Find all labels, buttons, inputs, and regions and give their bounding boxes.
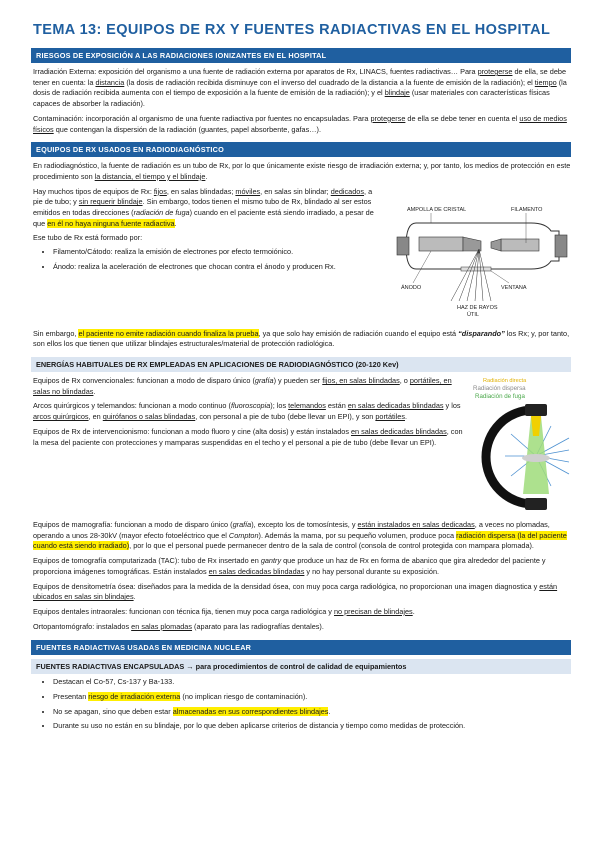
list-item: • Filamento/Cátodo: realiza la emisión de electrones por efecto termoiónico. <box>53 247 383 258</box>
page <box>31 14 571 736</box>
list-item: • Durante su uso no están en su blindaje, por lo que deben aplicarse criterios de distancia y tiempo como medidas de protección. <box>53 721 571 732</box>
label-radiacion-dispersa: Radiación dispersa <box>473 385 526 393</box>
label-haz-2: ÚTIL <box>467 311 479 318</box>
section-header-fuentes-radiactivas: FUENTES RADIACTIVAS USADAS EN MEDICINA NUCLEAR <box>31 640 571 655</box>
list-item: • Presentan riesgo de irradiación externa (no implican riesgo de contaminación). <box>53 692 571 703</box>
label-haz-1: HAZ DE RAYOS <box>457 304 498 311</box>
label-ventana: VENTANA <box>501 284 527 291</box>
paragraph-radiodiagnostico: En radiodiagnóstico, la fuente de radiación es un tubo de Rx, por lo que únicamente existe riesgo de irradiación externa; y, por tanto, los medios de protección en este procedimiento son la distancia, el tiempo y el blindaje. <box>33 161 571 181</box>
paragraph-dentales: Equipos dentales intraorales: funcionan con técnica fija, tienen muy poca carga radiológica y no precisan de blindajes. <box>33 606 415 616</box>
section-header-riesgos: RIESGOS DE EXPOSICIÓN A LAS RADIACIONES IONIZANTES EN EL HOSPITAL <box>31 48 571 63</box>
page-title: TEMA 13: EQUIPOS DE RX Y FUENTES RADIACTIVAS EN EL HOSPITAL <box>33 22 551 38</box>
paragraph-mamografia: Equipos de mamografía: funcionan a modo de disparo único (grafía), excepto los de tomosíntesis, y están instalados en salas dedicadas, a veces no plomadas, operando a unos 28-30kV (mayor efecto fotoeléctrico que el Compton). Además la mama, por su pequeño volumen, produce poca radiación dispersa (la del paciente cuando está siendo irradiado), por lo que el personal puede permanecer dentro de la sala de control (consola de control protegida con mampara plomada). <box>33 520 567 551</box>
encapsuladas-list <box>31 677 571 732</box>
section-header-equipos-rx: EQUIPOS DE RX USADOS EN RADIODIAGNÓSTICO <box>31 142 571 157</box>
paragraph-paciente-no-emite: Sin embargo, el paciente no emite radiación cuando finaliza la prueba, ya que solo hay emisión de radiación cuando el equipo está “disparando” los Rx; y, por tanto, son ellos los que tienen que utilizar blindajes estructurales/material de protección radiológica. <box>33 328 570 349</box>
energias-text <box>31 372 465 516</box>
label-radiacion-fuga: Radiación de fuga <box>475 393 525 401</box>
label-ampolla: AMPOLLA DE CRISTAL <box>407 206 467 213</box>
label-anodo: ÁNODO <box>401 284 422 291</box>
list-item: • Ánodo: realiza la aceleración de electrones que chocan contra el ánodo y producen Rx. <box>53 262 383 273</box>
label-radiacion-directa: Radiación directa <box>483 378 527 385</box>
label-filamento: FILAMENTO <box>511 206 543 213</box>
paragraph-densitometria: Equipos de densitometría ósea: diseñados para la medida de la densidad ósea, con muy poca carga radiológica, no proporcionan una imagen diagnostica y están ubicados en salas sin blindajes. <box>33 581 558 602</box>
xray-tube-diagram <box>391 201 571 325</box>
equipos-rx-text <box>31 183 383 325</box>
paragraph-tac: Equipos de tomografía computarizada (TAC): tubo de Rx insertado en gantry que produce un haz de Rx en forma de abanico que gira alrededor del paciente y proporciona imágenes tomográficas. Están instalados en salas dedicadas blindadas y no hay personal durante su exposición. <box>33 556 546 576</box>
paragraph-convencionales: Equipos de Rx convencionales: funcionan a modo de disparo único (grafía) y pueden ser fijos, en salas blindadas, o portátiles, en salas no blindadas. <box>33 376 452 396</box>
paragraph-irradiacion-externa: Irradiación Externa: exposición del organismo a una fuente de radiación externa por aparatos de Rx, LINACS, fuentes radiactivas… Para protegerse de ella, se debe tener en cuenta: la distancia (la dosis de radiación recibida disminuye con el inverso del cuadrado de la distancia a la fuente de emisión de la radiación); el tiempo (la dosis de radiación recibida aumenta con el tiempo de exposición a la fuente de emisión de la radiación); y el blindaje (usar materiales con características físicas capaces de absorber la radiación). <box>33 67 567 109</box>
subsection-header-encapsuladas: FUENTES RADIACTIVAS ENCAPSULADAS → para procedimientos de control de calidad de equipamientos <box>31 659 571 674</box>
section-header-energias: ENERGÍAS HABITUALES DE RX EMPLEADAS EN APLICACIONES DE RADIODIAGNÓSTICO (20-120 Kev) <box>31 357 571 372</box>
energias-row <box>31 372 571 516</box>
list-item: • Destacan el Co-57, Cs-137 y Ba-133. <box>53 677 571 688</box>
paragraph-ortopantomografo: Ortopantomógrafo: instalados en salas plomadas (aparato para las radiografías dentales). <box>33 621 324 631</box>
paragraph-tipos-equipos: Hay muchos tipos de equipos de Rx: fijos, en salas blindadas; móviles, en salas sin blindar; dedicados, a pie de tubo; y sin requerir blindaje. Sin embargo, todos tienen el mismo tubo de Rx, blindado al ser estos emitidos en todas direcciones (radiación de fuga) cuando en el paciente está siendo irradiado, a pesar de que en él no haya ninguna fuente radiactiva. <box>33 186 374 228</box>
radiation-types-diagram <box>471 376 571 516</box>
paragraph-tubo-formado: Ese tubo de Rx está formado por: <box>33 233 143 243</box>
equipos-rx-row <box>31 183 571 325</box>
paragraph-contaminacion: Contaminación: incorporación al organismo de una fuente radiactiva por fuentes no encapsuladas. Para protegerse de ella se debe tener en cuenta el uso de medios físicos que contengan la dispersión de la radiación (guantes, papel absorbente, gafas…). <box>33 113 567 134</box>
list-item: • No se apagan, sino que deben estar almacenadas en sus correspondientes blindajes. <box>53 707 571 718</box>
paragraph-intervencionismo: Equipos de Rx de intervencionismo: funcionan a modo fluoro y cine (alta dosis) y están instalados en salas dedicadas blindadas, con la mesa del paciente con protecciones y mamparas suspendidas en el techo y el personal a pie de tubo (debe llevar un EPI). <box>33 426 463 447</box>
tubo-components-list <box>31 247 383 272</box>
paragraph-arcos: Arcos quirúrgicos y telemandos: funcionan a modo continuo (fluoroscopia); los telemandos están en salas dedicadas blindadas y los arcos quirúrgicos, en quirófanos o salas blindadas, con personal a pie de tubo (debe llevar un EPI), y son portátiles. <box>33 401 461 422</box>
